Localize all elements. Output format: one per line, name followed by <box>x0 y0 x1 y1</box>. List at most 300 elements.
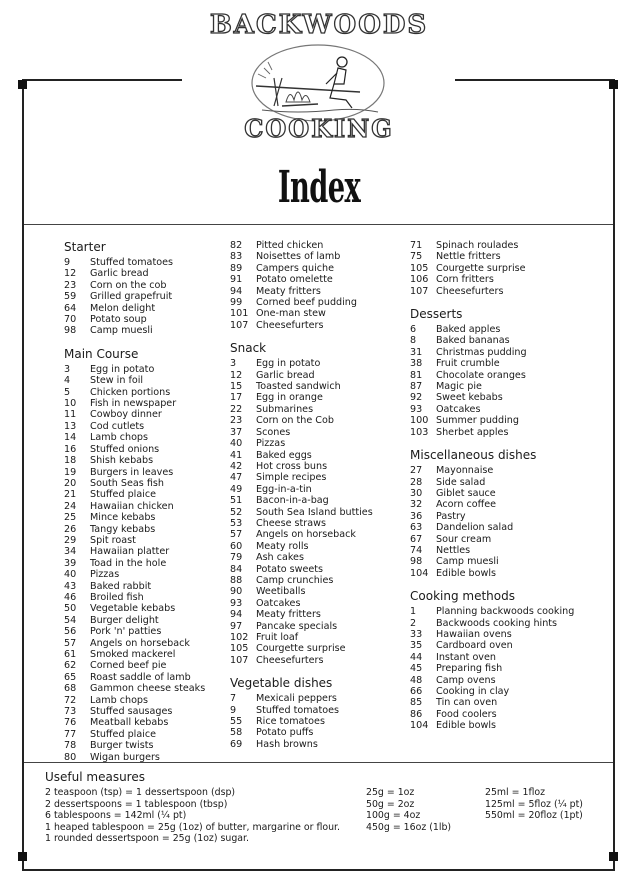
index-entry <box>230 297 405 308</box>
recipe-name: Weetiballs <box>256 586 306 598</box>
brand-bottom-text: COOKING <box>244 114 394 143</box>
page-number: 13 <box>64 420 77 432</box>
index-entry <box>230 370 405 381</box>
recipe-name: Nettle fritters <box>436 251 501 263</box>
index-entry <box>230 598 405 609</box>
page-number: 86 <box>410 708 423 720</box>
recipe-name: Stuffed plaice <box>90 489 157 501</box>
page-number: 17 <box>230 392 243 404</box>
index-entry <box>410 358 590 369</box>
measure-line: 2 dessertspoons = 1 tablespoon (tbsp) <box>45 798 228 810</box>
index-entry <box>410 720 590 731</box>
index-column-3 <box>410 240 590 732</box>
page-number: 7 <box>230 693 237 705</box>
recipe-name: Fruit crumble <box>436 358 500 370</box>
index-entry <box>410 347 590 358</box>
index-entry <box>64 268 224 279</box>
recipe-name: Rice tomatoes <box>256 716 325 728</box>
index-entry <box>64 603 224 614</box>
page-number: 66 <box>410 686 423 697</box>
index-entry <box>230 427 405 438</box>
index-entry <box>64 314 224 325</box>
page-number: 54 <box>64 614 77 626</box>
index-entry <box>230 450 405 461</box>
page-number: 34 <box>64 546 77 558</box>
page-number: 67 <box>410 533 423 545</box>
page-number: 4 <box>64 375 71 387</box>
page-number: 89 <box>230 262 243 274</box>
index-entry <box>230 438 405 449</box>
index-entry <box>64 455 224 466</box>
recipe-name: Pancake specials <box>256 620 338 632</box>
recipe-name: Camp muesli <box>436 556 499 568</box>
index-entry <box>410 370 590 381</box>
page-number: 55 <box>230 716 243 728</box>
recipe-name: Cod cutlets <box>90 420 145 432</box>
page-number: 32 <box>410 499 423 511</box>
index-entry <box>410 709 590 720</box>
recipe-name: Sherbet apples <box>436 426 509 438</box>
index-entry <box>64 546 224 557</box>
page-number: 56 <box>64 626 77 638</box>
index-entry <box>230 251 405 262</box>
index-entry <box>64 569 224 580</box>
recipe-name: Meatball kebabs <box>90 717 169 729</box>
index-entry <box>64 615 224 626</box>
recipe-name: Stuffed sausages <box>90 706 173 718</box>
page-number: 45 <box>410 663 423 675</box>
page-number: 102 <box>230 632 249 643</box>
page-number: 25 <box>64 512 77 524</box>
recipe-name: Camp muesli <box>90 325 153 337</box>
recipe-name: Potato omelette <box>256 274 333 286</box>
recipe-name: Pastry <box>436 510 466 522</box>
index-entry <box>410 697 590 708</box>
page-number: 33 <box>410 628 423 640</box>
page-number: 18 <box>64 455 77 467</box>
index-entry <box>230 461 405 472</box>
page-number: 98 <box>410 556 423 568</box>
section-heading: Miscellaneous dishes <box>410 448 537 463</box>
index-entry <box>64 660 224 671</box>
page-number: 31 <box>410 346 423 358</box>
recipe-name: Planning backwoods cooking <box>436 606 575 618</box>
page-number: 94 <box>230 285 243 297</box>
page-number: 46 <box>64 591 77 603</box>
index-entry <box>64 649 224 660</box>
page-number: 51 <box>230 495 243 507</box>
recipe-name: Chocolate oranges <box>436 369 526 381</box>
recipe-name: Dandelion salad <box>436 522 514 534</box>
recipe-name: Baked rabbit <box>90 580 152 592</box>
recipe-name: Hot cross buns <box>256 460 328 472</box>
page-number: 5 <box>64 386 71 398</box>
recipe-name: Vegetable kebabs <box>90 603 176 615</box>
index-entry <box>410 465 590 476</box>
page-number: 47 <box>230 472 243 484</box>
recipe-name: Stuffed tomatoes <box>256 704 339 716</box>
section-heading: Main Course <box>64 346 139 361</box>
page-number: 99 <box>230 297 243 309</box>
recipe-name: Simple recipes <box>256 472 327 484</box>
recipe-name: Tangy kebabs <box>90 523 156 535</box>
page-number: 91 <box>230 274 243 286</box>
index-entry <box>410 522 590 533</box>
index-entry <box>64 432 224 443</box>
page-number: 28 <box>410 476 423 488</box>
index-entry <box>64 558 224 569</box>
measure-line: 6 tablespoons = 142ml (¼ pt) <box>45 810 187 822</box>
brand-top-text: BACKWOODS <box>209 10 429 40</box>
index-entry <box>230 415 405 426</box>
index-entry <box>410 663 590 674</box>
page-number: 64 <box>64 302 77 314</box>
recipe-name: Stuffed plaice <box>90 728 157 740</box>
index-entry <box>64 444 224 455</box>
recipe-name: Noisettes of lamb <box>256 251 341 263</box>
index-entry <box>230 320 405 331</box>
recipe-name: Wigan burgers <box>90 751 160 763</box>
page-number: 37 <box>230 426 243 438</box>
page-number: 3 <box>230 358 237 370</box>
volume-line: 550ml = 20floz (1pt) <box>485 810 583 822</box>
page-number: 53 <box>230 517 243 529</box>
page-number: 35 <box>410 640 423 652</box>
page-number: 57 <box>64 637 77 649</box>
page-number: 88 <box>230 574 243 586</box>
recipe-name: Pitted chicken <box>256 240 324 251</box>
page-number: 80 <box>64 751 77 763</box>
index-entry <box>64 421 224 432</box>
page-number: 59 <box>64 291 77 303</box>
corner-mark <box>609 80 618 89</box>
page-number: 103 <box>410 426 429 438</box>
index-entry <box>230 655 405 666</box>
page-number: 6 <box>410 324 417 336</box>
page-number: 23 <box>230 415 243 427</box>
index-entry <box>230 705 405 716</box>
index-entry <box>230 308 405 319</box>
recipe-name: Broiled fish <box>90 591 144 603</box>
recipe-name: South Sea Island butties <box>256 506 373 518</box>
index-entry <box>410 274 590 285</box>
page-number: 26 <box>64 523 77 535</box>
recipe-name: Lamb chops <box>90 432 149 444</box>
recipe-name: Sweet kebabs <box>436 392 503 404</box>
index-entry <box>64 478 224 489</box>
index-entry <box>410 392 590 403</box>
recipe-name: Magic pie <box>436 381 482 393</box>
index-entry <box>64 291 224 302</box>
volume-line: 25ml = 1floz <box>485 787 546 798</box>
index-entry <box>410 629 590 640</box>
recipe-name: Side salad <box>436 476 486 488</box>
index-entry <box>410 511 590 522</box>
index-entry <box>410 286 590 297</box>
recipe-name: Camp crunchies <box>256 574 334 586</box>
index-column-2 <box>230 240 405 750</box>
page-number: 61 <box>64 649 77 660</box>
page-number: 27 <box>410 465 423 477</box>
page-number: 42 <box>230 460 243 472</box>
index-entry <box>410 335 590 346</box>
page-number: 44 <box>410 651 423 663</box>
recipe-name: Submarines <box>256 403 314 415</box>
recipe-name: Cooking in clay <box>436 686 510 697</box>
page-number: 81 <box>410 369 423 381</box>
page-number: 63 <box>410 522 423 534</box>
index-entry <box>230 575 405 586</box>
index-entry <box>230 552 405 563</box>
page-number: 87 <box>410 381 423 393</box>
index-entry <box>64 717 224 728</box>
recipe-name: Christmas pudding <box>436 346 527 358</box>
recipe-name: Toasted sandwich <box>256 381 341 393</box>
index-entry <box>64 303 224 314</box>
recipe-name: Corn fritters <box>436 274 494 286</box>
page-number: 8 <box>410 335 417 347</box>
index-entry <box>410 404 590 415</box>
recipe-name: Mince kebabs <box>90 512 156 524</box>
recipe-name: Fish in newspaper <box>90 398 177 410</box>
recipe-name: Hawaiian platter <box>90 546 170 558</box>
page-number: 15 <box>230 381 243 393</box>
volume-conversions <box>485 787 583 822</box>
index-entry <box>64 672 224 683</box>
volume-line: 125ml = 5floz (¼ pt) <box>485 798 583 810</box>
frame-top-left-line <box>22 79 182 81</box>
recipe-name: Angels on horseback <box>256 529 356 541</box>
recipe-name: Burger twists <box>90 740 154 752</box>
index-entry <box>410 477 590 488</box>
index-entry <box>230 286 405 297</box>
page-number: 2 <box>410 617 417 629</box>
page-number: 12 <box>230 369 243 381</box>
page-number: 78 <box>64 740 77 752</box>
page-number: 79 <box>230 552 243 564</box>
index-entry <box>64 592 224 603</box>
recipe-name: Food coolers <box>436 708 497 720</box>
recipe-name: Roast saddle of lamb <box>90 671 191 683</box>
page-number: 106 <box>410 274 429 286</box>
weight-line: 100g = 4oz <box>366 810 421 822</box>
index-entry <box>230 621 405 632</box>
section-gap <box>64 337 224 347</box>
index-divider-line <box>24 224 613 225</box>
section-gap <box>230 331 405 341</box>
page-number: 100 <box>410 415 429 427</box>
page-number: 19 <box>64 466 77 478</box>
index-entry <box>64 409 224 420</box>
index-entry <box>64 387 224 398</box>
page-number: 30 <box>410 487 423 499</box>
recipe-name: Cheese straws <box>256 517 326 529</box>
index-entry <box>410 675 590 686</box>
section-gap <box>230 666 405 676</box>
recipe-name: Stew in foil <box>90 375 144 387</box>
recipe-name: Courgette surprise <box>256 643 346 655</box>
page-number: 11 <box>64 409 77 421</box>
corner-mark <box>18 852 27 861</box>
recipe-name: Melon delight <box>90 302 156 314</box>
index-entry <box>410 545 590 556</box>
recipe-name: Ash cakes <box>256 552 304 564</box>
index-entry <box>230 693 405 704</box>
recipe-name: Gammon cheese steaks <box>90 683 206 695</box>
recipe-name: Cardboard oven <box>436 640 513 652</box>
recipe-name: Stuffed onions <box>90 443 160 455</box>
recipe-name: Chicken portions <box>90 386 171 398</box>
recipe-name: Stuffed tomatoes <box>90 257 173 268</box>
index-entry <box>410 534 590 545</box>
recipe-name: Potato sweets <box>256 563 324 575</box>
index-entry <box>64 467 224 478</box>
page-number: 14 <box>64 432 77 444</box>
page-number: 21 <box>64 489 77 501</box>
recipe-name: Baked apples <box>436 324 501 336</box>
section-gap <box>410 438 590 448</box>
page-number: 105 <box>230 643 249 655</box>
index-entry <box>64 683 224 694</box>
recipe-name: Egg in potato <box>256 358 321 370</box>
index-entry <box>230 586 405 597</box>
section-gap <box>410 297 590 307</box>
page-number: 94 <box>230 609 243 621</box>
index-entry <box>64 581 224 592</box>
index-entry <box>230 240 405 251</box>
index-entry <box>64 257 224 268</box>
recipe-name: Hash browns <box>256 738 318 750</box>
weight-conversions <box>366 787 451 833</box>
recipe-name: Meaty fritters <box>256 285 321 297</box>
page-number: 92 <box>410 392 423 404</box>
measure-line: 1 rounded dessertspoon = 25g (1oz) sugar. <box>45 833 249 845</box>
recipe-name: Garlic bread <box>90 268 149 280</box>
index-entry <box>410 606 590 617</box>
index-entry <box>410 240 590 251</box>
weight-line: 50g = 2oz <box>366 798 415 810</box>
page-number: 62 <box>64 660 77 672</box>
page-number: 40 <box>230 438 243 450</box>
recipe-name: Corned beef pudding <box>256 297 357 309</box>
recipe-name: Spinach roulades <box>436 240 519 251</box>
recipe-name: Corned beef pie <box>90 660 167 672</box>
index-entry <box>64 626 224 637</box>
index-entry <box>410 556 590 567</box>
index-entry <box>230 381 405 392</box>
page-number: 60 <box>230 540 243 552</box>
index-entry <box>230 358 405 369</box>
measure-line: 1 heaped tablespoon = 25g (1oz) of butter, margarine or flour. <box>45 821 341 833</box>
frame-right-line <box>613 79 615 871</box>
page-number: 107 <box>230 654 249 666</box>
recipe-name: Instant oven <box>436 651 496 663</box>
page-number: 40 <box>64 569 77 581</box>
recipe-name: Edible bowls <box>436 567 496 579</box>
recipe-name: Campers quiche <box>256 262 335 274</box>
recipe-name: Pizzas <box>90 569 120 581</box>
recipe-name: Egg in orange <box>256 392 323 404</box>
index-entry <box>230 716 405 727</box>
recipe-name: Meaty rolls <box>256 540 309 552</box>
index-entry <box>230 632 405 643</box>
index-entry <box>64 524 224 535</box>
index-entry <box>410 652 590 663</box>
page-number: 107 <box>410 285 429 297</box>
recipe-name: Giblet sauce <box>436 487 496 499</box>
recipe-name: Oatcakes <box>256 597 301 609</box>
index-entry <box>230 541 405 552</box>
page-number: 36 <box>410 510 423 522</box>
recipe-name: Burgers in leaves <box>90 466 174 478</box>
index-entry <box>64 325 224 336</box>
section-heading: Snack <box>230 341 267 356</box>
index-entry <box>64 752 224 763</box>
section-heading: Cooking methods <box>410 589 515 604</box>
page-number: 38 <box>410 358 423 370</box>
recipe-name: Pizzas <box>256 438 286 450</box>
page-number: 93 <box>410 403 423 415</box>
recipe-name: Mayonnaise <box>436 465 494 477</box>
page-number: 97 <box>230 620 243 632</box>
index-entry <box>64 706 224 717</box>
recipe-name: Sour cream <box>436 533 492 545</box>
recipe-name: Edible bowls <box>436 720 496 732</box>
page-number: 49 <box>230 483 243 495</box>
page-number: 29 <box>64 534 77 546</box>
recipe-name: Garlic bread <box>256 369 315 381</box>
page-number: 74 <box>410 544 423 556</box>
index-entry <box>230 507 405 518</box>
recipe-name: Bacon-in-a-bag <box>256 495 329 507</box>
frame-top-right-line <box>455 79 615 81</box>
index-entry <box>410 415 590 426</box>
page-number: 57 <box>230 529 243 541</box>
index-entry <box>230 643 405 654</box>
index-entry <box>410 251 590 262</box>
index-entry <box>64 638 224 649</box>
page-number: 84 <box>230 563 243 575</box>
corner-mark <box>18 80 27 89</box>
page-number: 68 <box>64 683 77 695</box>
recipe-name: Grilled grapefruit <box>90 291 173 303</box>
section-heading: Desserts <box>410 307 463 322</box>
recipe-name: Cheesefurters <box>256 319 324 331</box>
index-entry <box>230 404 405 415</box>
recipe-name: Camp ovens <box>436 674 496 686</box>
page-number: 50 <box>64 603 77 615</box>
page-number: 82 <box>230 240 243 251</box>
recipe-name: Potato soup <box>90 314 147 326</box>
corner-mark <box>609 852 618 861</box>
recipe-name: Toad in the hole <box>90 557 167 569</box>
recipe-name: Cheesefurters <box>256 654 324 666</box>
page-number: 105 <box>410 262 429 274</box>
index-entry <box>64 501 224 512</box>
index-entry <box>410 427 590 438</box>
index-entry <box>64 364 224 375</box>
index-entry <box>230 529 405 540</box>
page-number: 77 <box>64 728 77 740</box>
index-entry <box>64 512 224 523</box>
recipe-name: Lamb chops <box>90 694 149 706</box>
page-number: 20 <box>64 477 77 489</box>
recipe-name: Smoked mackerel <box>90 649 176 660</box>
index-entry <box>64 280 224 291</box>
page-number: 58 <box>230 727 243 739</box>
page-number: 43 <box>64 580 77 592</box>
page-number: 9 <box>64 257 71 268</box>
